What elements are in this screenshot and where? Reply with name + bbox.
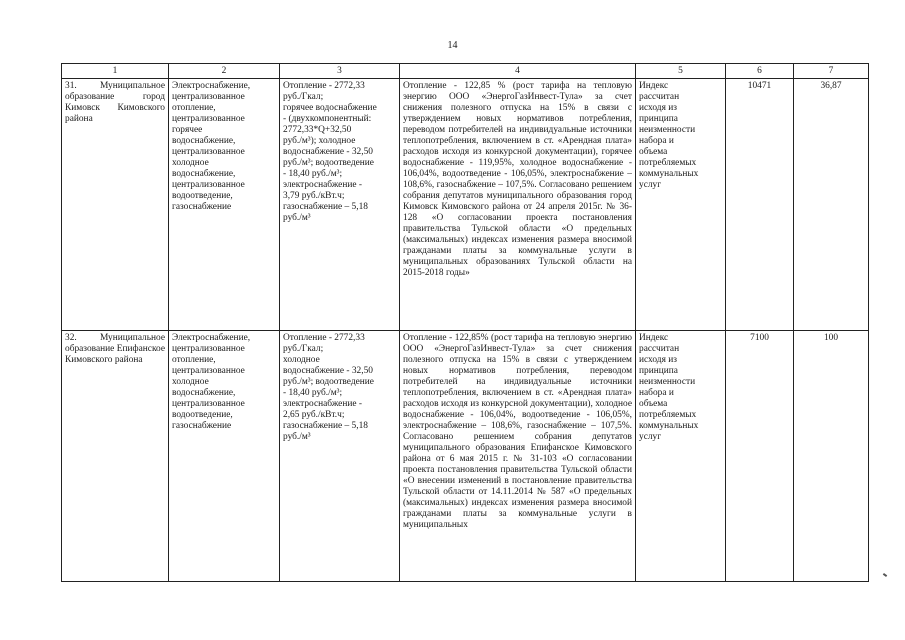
page-number: 14 (447, 40, 458, 51)
column7-cell: 36,87 (794, 79, 869, 331)
table-row (62, 331, 869, 582)
header-row (62, 64, 869, 79)
column7-cell: 100 (794, 331, 869, 582)
column-header: 7 (794, 64, 869, 79)
index-note-cell: Индекс рассчитан исходя из принципа неизменности набора и объема потребляемых коммунальных услуг (636, 331, 726, 582)
index-note-cell: Индекс рассчитан исходя из принципа неизменности набора и объема потребляемых коммунальных услуг (636, 79, 726, 331)
column-header: 2 (169, 64, 280, 79)
services-cell: Электроснабжение, централизованное отопление, централизованное горячее водоснабжение, централизованное холодное водоснабжение, централизованное водоотведение, газоснабжение (169, 79, 280, 331)
municipality-cell: 32. Муниципальное образование Епифанское Кимовского района (62, 331, 169, 582)
column-header: 5 (636, 64, 726, 79)
table-row (62, 79, 869, 331)
column-header: 1 (62, 64, 169, 79)
justification-cell: Отопление - 122,85% (рост тарифа на тепловую энергию ООО «ЭнергоГазИнвест-Тула» за счет снижения полезного отпуска на 15% в связи с утверждением новых нормативов потребления, переводом потребителей на индивидуальные источники теплопотребления, включением в ст. «Арендная плата» расходов исходя из конкурсной документации), холодное водоснабжение - 106,04%, водоотведение - 106,05%, электроснабжение – 108,6%, газоснабжение – 107,5%. Согласовано решением собрания депутатов муниципального образования Епифанское Кимовского района от 6 мая 2015 г. № 31-103 «О согласовании проекта постановления правительства Тульской области «О внесении изменений в постановление правительства Тульской области от 14.11.2014 № 587 «О предельных (максимальных) индексах изменения размера вносимой гражданами платы за коммунальные услуги в муниципальных (400, 331, 636, 582)
column-header: 6 (726, 64, 794, 79)
column-header: 4 (400, 64, 636, 79)
tariffs-cell: Отопление - 2772,33 руб./Гкал; горячее водоснабжение - (двухкомпонентный: 2772,33*Q+32,50 руб./м³); холодное водоснабжение - 32,50 руб./м³; водоотведение - 18,40 руб./м³; электроснабжение - 3,79 руб./кВт.ч; газоснабжение – 5,18 руб./м³ (280, 79, 400, 331)
column6-cell: 10471 (726, 79, 794, 331)
tariffs-cell: Отопление - 2772,33 руб./Гкал; холодное водоснабжение - 32,50 руб./м³; водоотведение - 18,40 руб./м³; электроснабжение - 2,65 руб./кВт.ч; газоснабжение – 5,18 руб./м³ (280, 331, 400, 582)
scan-speck (883, 573, 887, 577)
column-header: 3 (280, 64, 400, 79)
municipality-cell: 31. Муниципальное образование город Кимовск Кимовского района (62, 79, 169, 331)
services-cell: Электроснабжение, централизованное отопление, централизованное холодное водоснабжение, централизованное водоотведение, газоснабжение (169, 331, 280, 582)
tariff-table (61, 63, 869, 582)
column6-cell: 7100 (726, 331, 794, 582)
justification-cell: Отопление - 122,85 % (рост тарифа на тепловую энергию ООО «ЭнергоГазИнвест-Тула» за счет снижения полезного отпуска на 15% в связи с утверждением новых нормативов потребления, переводом потребителей на индивидуальные источники теплопотребления, включением в ст. «Арендная плата» расходов исходя из конкурсной документации), горячее водоснабжение - 119,95%, холодное водоснабжение - 106,04%, водоотведение - 106,05%, электроснабжение – 108,6%, газоснабжение – 107,5%. Согласовано решением собрания депутатов муниципального образования город Кимовск Кимовского района от 24 апреля 2015г. № 36-128 «О согласовании проекта постановления правительства Тульской области «О предельных (максимальных) индексах изменения размера вносимой гражданами платы за коммунальные услуги в муниципальных образованиях Тульской области на 2015-2018 годы» (400, 79, 636, 331)
